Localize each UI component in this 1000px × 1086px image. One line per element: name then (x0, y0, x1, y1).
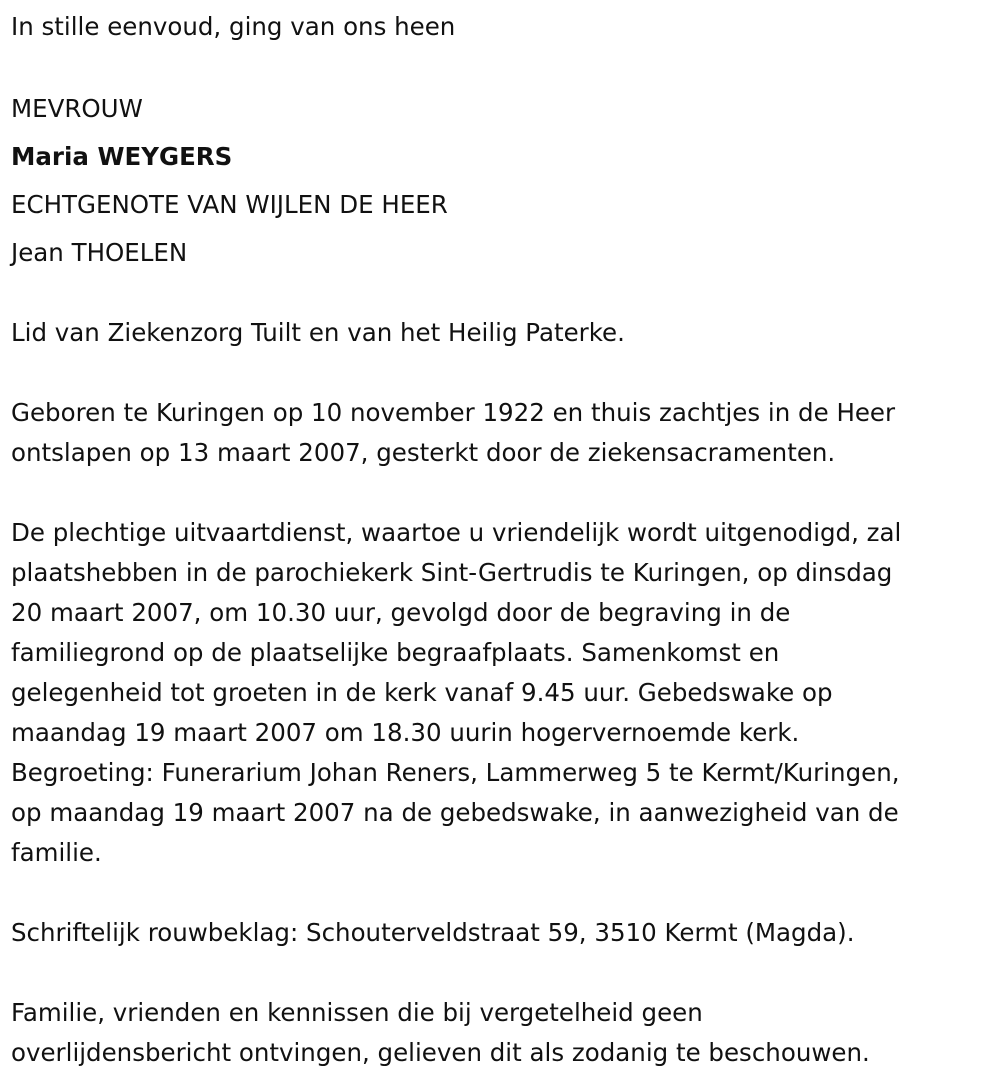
membership-text: Lid van Ziekenzorg Tuilt en van het Heilig Paterke. (11, 318, 625, 347)
funeral-paragraph (11, 513, 1000, 873)
paragraph-line: 20 maart 2007, om 10.30 uur, gevolgd door de begraving in de (11, 598, 791, 627)
paragraph-line: familiegrond op de plaatselijke begraafplaats. Samenkomst en (11, 638, 780, 667)
closing-paragraph (11, 993, 1000, 1073)
paragraph-line: Familie, vrienden en kennissen die bij vergetelheid geen (11, 998, 703, 1027)
paragraph-line: De plechtige uitvaartdienst, waartoe u vriendelijk wordt uitgenodigd, zal (11, 518, 902, 547)
paragraph-line: plaatshebben in de parochiekerk Sint-Gertrudis te Kuringen, op dinsdag (11, 558, 893, 587)
paragraph-line: Geboren te Kuringen op 10 november 1922 en thuis zachtjes in de Heer (11, 398, 896, 427)
intro-text: In stille eenvoud, ging van ons heen (11, 12, 456, 41)
deceased-name: Maria WEYGERS (11, 142, 233, 171)
paragraph-line: ontslapen op 13 maart 2007, gesterkt door de ziekensacramenten. (11, 438, 836, 467)
condolences-address: Schriftelijk rouwbeklag: Schouterveldstraat 59, 3510 Kermt (Magda). (11, 918, 855, 947)
paragraph-line: gelegenheid tot groeten in de kerk vanaf 9.45 uur. Gebedswake op (11, 678, 833, 707)
paragraph-line: maandag 19 maart 2007 om 18.30 uurin hogervernoemde kerk. (11, 718, 800, 747)
honorific-title: MEVROUW (11, 94, 143, 123)
paragraph-line: overlijdensbericht ontvingen, gelieven dit als zodanig te beschouwen. (11, 1038, 870, 1067)
spouse-name: Jean THOELEN (11, 238, 188, 267)
relation-text: ECHTGENOTE VAN WIJLEN DE HEER (11, 190, 448, 219)
paragraph-line: familie. (11, 838, 102, 867)
paragraph-line: Begroeting: Funerarium Johan Reners, Lammerweg 5 te Kermt/Kuringen, (11, 758, 900, 787)
birth-death-paragraph (11, 393, 1000, 473)
paragraph-line: op maandag 19 maart 2007 na de gebedswake, in aanwezigheid van de (11, 798, 899, 827)
